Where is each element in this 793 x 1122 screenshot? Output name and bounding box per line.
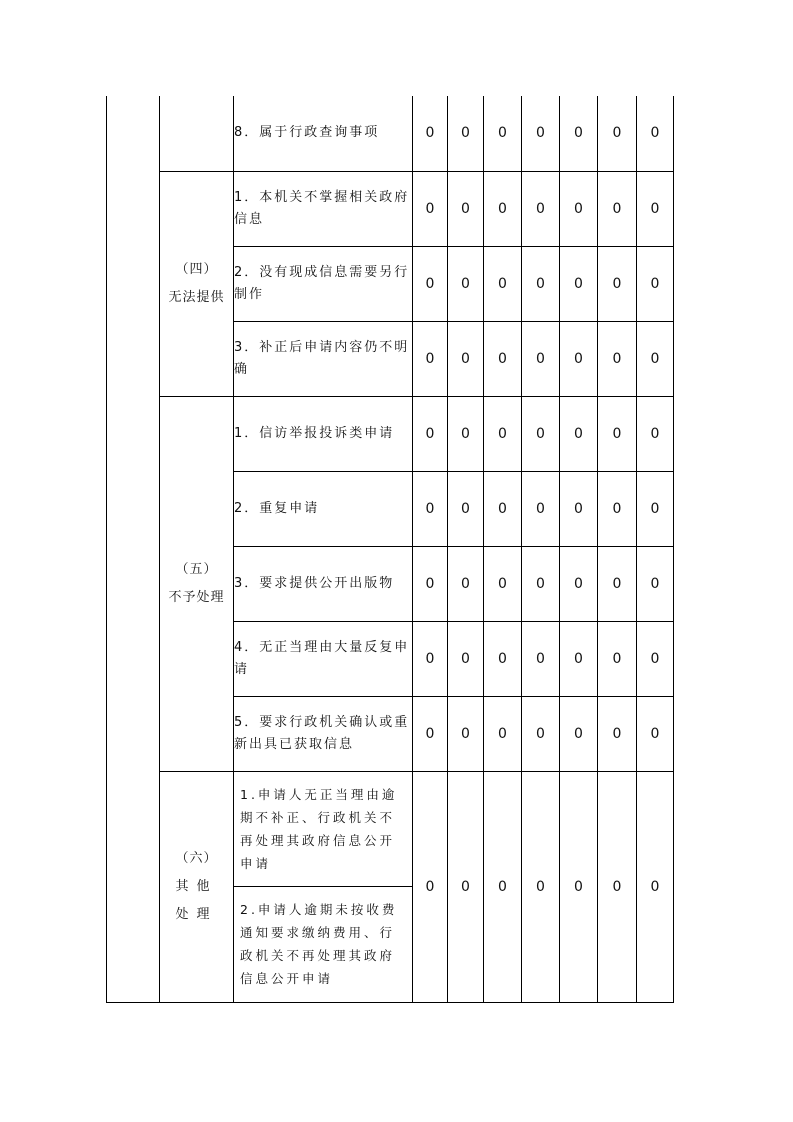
value-cell: 0 [413,621,448,696]
category-label: 无法提供 [168,289,225,305]
value-cell: 0 [448,471,484,546]
value-cell: 0 [522,471,560,546]
value-cell: 0 [598,246,637,321]
value-cell: 0 [484,396,522,471]
value-cell: 0 [560,546,598,621]
value-cell: 0 [413,321,448,396]
value-cell: 0 [637,696,674,771]
statistics-table [106,96,674,1003]
value-cell: 0 [637,171,674,246]
category-label: 不予处理 [168,589,225,605]
value-cell: 0 [448,771,484,1002]
item-label: 5．要求行政机关确认或重新出具已获取信息 [234,696,413,771]
value-cell: 0 [560,96,598,171]
value-cell: 0 [560,321,598,396]
value-cell: 0 [484,96,522,171]
value-cell: 0 [522,321,560,396]
value-cell: 0 [522,96,560,171]
value-cell: 0 [637,96,674,171]
value-cell: 0 [522,696,560,771]
category-cell-4 [160,171,234,396]
category-label: 其他处理 [175,878,218,922]
item-label: 2．没有现成信息需要另行制作 [234,246,413,321]
value-cell: 0 [413,546,448,621]
value-cell: 0 [413,771,448,1002]
value-cell: 0 [560,621,598,696]
sub-item-label: 2.申请人逾期未按收费通知要求缴纳费用、行政机关不再处理其政府信息公开申请 [240,902,398,986]
value-cell: 0 [522,771,560,1002]
value-cell: 0 [484,171,522,246]
value-cell: 0 [448,246,484,321]
value-cell: 0 [448,96,484,171]
item-label: 2．重复申请 [234,471,413,546]
value-cell: 0 [448,171,484,246]
value-cell: 0 [598,771,637,1002]
table-row [107,96,674,171]
value-cell: 0 [413,171,448,246]
value-cell: 0 [484,621,522,696]
value-cell: 0 [448,396,484,471]
value-cell: 0 [484,246,522,321]
value-cell: 0 [522,246,560,321]
value-cell: 0 [413,96,448,171]
value-cell: 0 [637,246,674,321]
value-cell: 0 [560,471,598,546]
category-number: （六） [175,850,218,866]
item-label: 3．补正后申请内容仍不明确 [234,321,413,396]
value-cell: 0 [448,696,484,771]
value-cell: 0 [448,546,484,621]
value-cell: 0 [637,546,674,621]
value-cell: 0 [484,471,522,546]
value-cell: 0 [522,621,560,696]
item-label: 1．本机关不掌握相关政府信息 [234,171,413,246]
sub-items-cell [234,771,413,1002]
item-label: 3．要求提供公开出版物 [234,546,413,621]
value-cell: 0 [598,621,637,696]
item-label: 8．属于行政查询事项 [234,96,413,171]
table-row [107,171,674,246]
value-cell: 0 [413,471,448,546]
continued-category-cell [160,96,234,171]
value-cell: 0 [637,396,674,471]
value-cell: 0 [598,396,637,471]
value-cell: 0 [522,171,560,246]
value-cell: 0 [413,246,448,321]
value-cell: 0 [637,321,674,396]
value-cell: 0 [598,96,637,171]
value-cell: 0 [560,696,598,771]
value-cell: 0 [598,546,637,621]
value-cell: 0 [560,396,598,471]
category-number: （五） [175,561,218,577]
value-cell: 0 [598,321,637,396]
sub-item-label: 1.申请人无正当理由逾期不补正、行政机关不再处理其政府信息公开申请 [234,772,412,887]
value-cell: 0 [598,471,637,546]
category-number: （四） [175,261,218,277]
value-cell: 0 [484,321,522,396]
value-cell: 0 [560,246,598,321]
value-cell: 0 [413,696,448,771]
value-cell: 0 [484,771,522,1002]
value-cell: 0 [598,171,637,246]
value-cell: 0 [637,621,674,696]
value-cell: 0 [413,396,448,471]
value-cell: 0 [522,396,560,471]
value-cell: 0 [637,471,674,546]
value-cell: 0 [560,171,598,246]
item-label: 4．无正当理由大量反复申请 [234,621,413,696]
value-cell: 0 [637,771,674,1002]
value-cell: 0 [448,321,484,396]
category-cell-6 [160,771,234,1002]
value-cell: 0 [560,771,598,1002]
value-cell: 0 [598,696,637,771]
table-row [107,771,674,1002]
outer-category-cell [107,96,160,1002]
table-row [107,396,674,471]
value-cell: 0 [484,546,522,621]
category-cell-5 [160,396,234,771]
value-cell: 0 [522,546,560,621]
value-cell: 0 [448,621,484,696]
item-label: 1．信访举报投诉类申请 [234,396,413,471]
value-cell: 0 [484,696,522,771]
